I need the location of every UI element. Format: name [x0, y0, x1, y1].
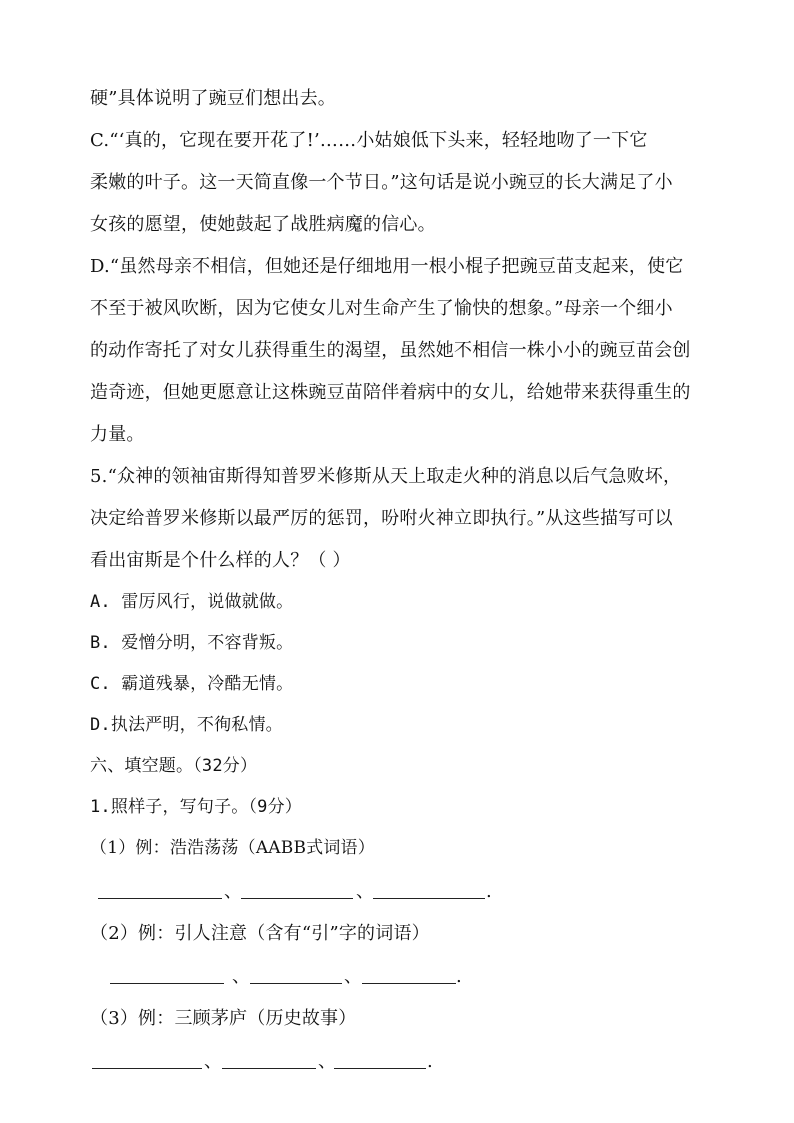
- separator: 、: [232, 966, 250, 987]
- q4-c-line2: 柔嫩的叶子。这一天简直像一个节日。”这句话是说小豌豆的长大满足了小: [90, 172, 673, 193]
- end-mark: .: [456, 966, 462, 987]
- q5-stem-line2: 决定给普罗米修斯以最严厉的惩罚，吩咐火神立即执行。”从这些描写可以: [90, 508, 673, 529]
- q4-c-line1: C.“‘真的，它现在要开花了!’……小姑娘低下头来，轻轻地吻了一下它: [90, 130, 648, 151]
- q4-d-line1: D.“虽然母亲不相信，但她还是仔细地用一根小棍子把豌豆苗支起来，使它: [90, 256, 684, 277]
- separator: 、: [204, 1051, 222, 1072]
- q4-d-line3: 的动作寄托了对女儿获得重生的渴望，虽然她不相信一株小小的豌豆苗会创: [90, 340, 691, 361]
- answer-row-2: [90, 954, 706, 998]
- q4-b-end: 硬”具体说明了豌豆们想出去。: [90, 88, 337, 109]
- q4-d-line4: 造奇迹，但她更愿意让这株豌豆苗陪伴着病中的女儿，给她带来获得重生的: [90, 382, 691, 403]
- answer-blank[interactable]: [110, 983, 224, 984]
- separator: 、: [224, 881, 242, 902]
- answer-blank[interactable]: [92, 1068, 202, 1069]
- q4-d-line2: 不至于被风吹断，因为它使女儿对生命产生了愉快的想象。”母亲一个细小: [90, 298, 673, 319]
- answer-blank[interactable]: [362, 983, 456, 984]
- answer-blank[interactable]: [334, 1068, 426, 1069]
- section-six-q1: 1.照样子，写句子。（9分）: [90, 797, 303, 817]
- separator: 、: [344, 966, 362, 987]
- end-mark: .: [486, 881, 492, 902]
- section-six-title: 六、填空题。（32分）: [90, 756, 258, 776]
- answer-row-1: [90, 869, 706, 913]
- q5-stem-line1: 5.“众神的领袖宙斯得知普罗米修斯从天上取走火种的消息以后气急败坏，: [90, 466, 682, 487]
- answer-blank[interactable]: [222, 1068, 316, 1069]
- q4-d-line5: 力量。: [90, 424, 145, 445]
- example-1: （1）例：浩浩荡荡（AABB式词语）: [90, 838, 375, 858]
- q5-option-d: D.执法严明，不徇私情。: [90, 715, 283, 735]
- q5-option-c: C. 霸道残暴，冷酷无情。: [90, 674, 294, 694]
- separator: 、: [318, 1051, 336, 1072]
- example-3: （3）例：三顾茅庐（历史故事）: [90, 1008, 357, 1029]
- q5-option-b: B. 爱憎分明，不容背叛。: [90, 633, 294, 653]
- answer-row-3: [90, 1039, 706, 1083]
- document-page: [90, 78, 706, 1083]
- answer-blank[interactable]: [373, 898, 485, 899]
- answer-blank[interactable]: [250, 983, 342, 984]
- separator: 、: [356, 881, 374, 902]
- answer-blank[interactable]: [98, 898, 222, 899]
- example-2: （2）例：引人注意（含有“引”字的词语）: [90, 923, 430, 944]
- q5-option-a: A. 雷厉风行，说做就做。: [90, 592, 294, 612]
- q4-c-line3: 女孩的愿望，使她鼓起了战胜病魔的信心。: [90, 214, 436, 235]
- end-mark: .: [427, 1051, 433, 1072]
- answer-blank[interactable]: [241, 898, 353, 899]
- q5-stem-line3: 看出宙斯是个什么样的人？（ ）: [90, 550, 351, 571]
